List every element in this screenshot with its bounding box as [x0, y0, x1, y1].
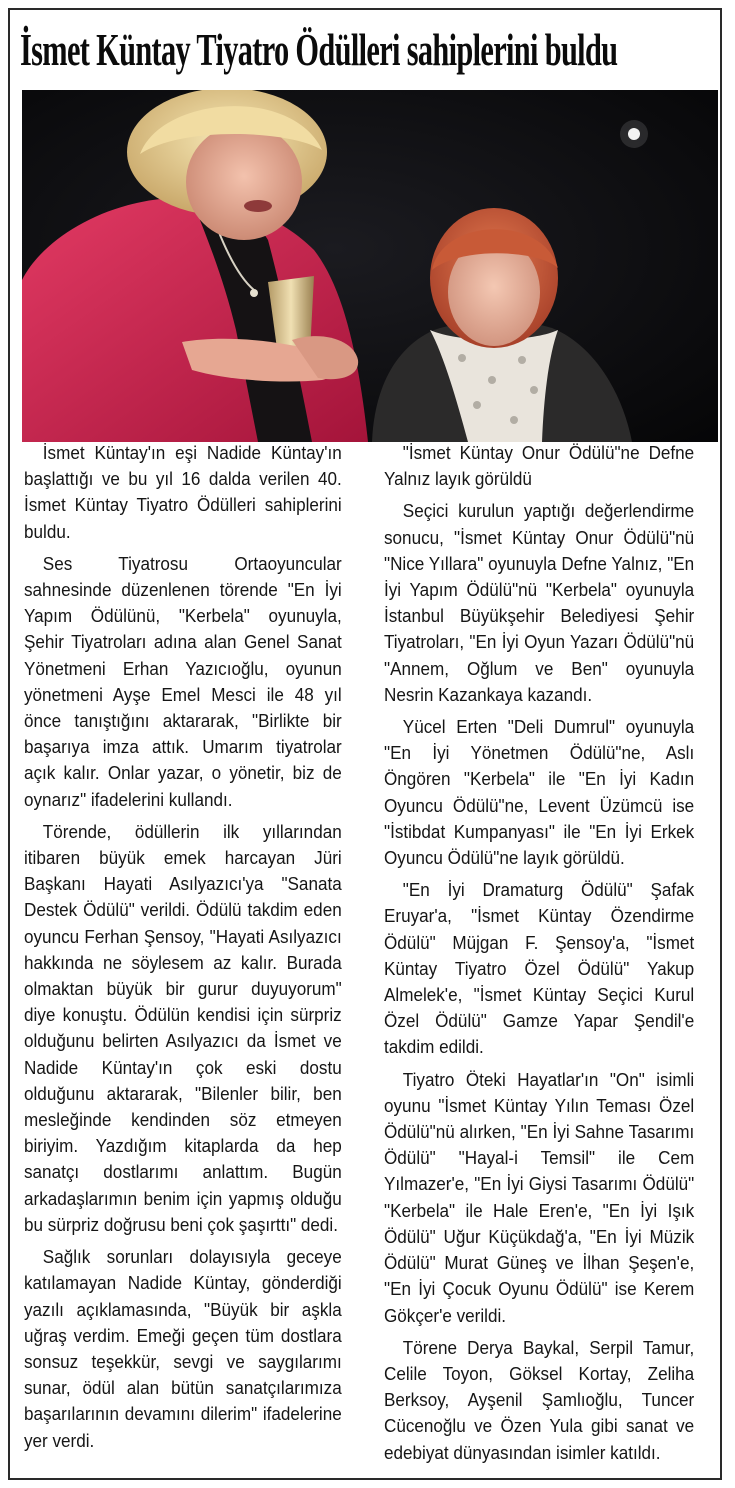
- article-headline: İsmet Küntay Tiyatro Ödülleri sahiplerini buldu: [20, 24, 618, 75]
- paragraph: Törene Derya Baykal, Serpil Tamur, Celile Toyon, Göksel Kortay, Zeliha Berksoy, Ayşenil Şamlıoğlu, Tuncer Cücenoğlu ve Özen Yula gibi sanat ve edebiyat dünyasından isimler katıldı.: [384, 1337, 695, 1463]
- article-column-right: [384, 440, 694, 1476]
- subheading: "İsmet Küntay Onur Ödülü"ne Defne Yalnız layık görüldü: [384, 443, 695, 490]
- paragraph: Yücel Erten "Deli Dumrul" oyunuyla "En İyi Yönetmen Ödülü"ne, Aslı Öngören "Kerbela" ile "En İyi Kadın Oyuncu Ödülü"ne, Levent Üzümcü ise "İstibdat Kumpanyası" ile "En İyi Erkek Oyuncu Ödülü"ne layık görüldü.: [384, 717, 695, 869]
- paragraph: "En İyi Dramaturg Ödülü" Şafak Eruyar'a, "İsmet Küntay Özendirme Ödülü" Müjgan F. Şensoy'a, "İsmet Küntay Tiyatro Özel Ödülü" Yakup Almelek'e, "İsmet Küntay Seçici Kurul Özel Ödülü" Gamze Yapar Şendil'e takdim edildi.: [384, 880, 695, 1058]
- article-photo: [22, 90, 718, 442]
- paragraph: Törende, ödüllerin ilk yıllarından itibaren büyük emek harcayan Jüri Başkanı Hayati Asılyazıcı'ya "Sanata Destek Ödülü" verildi. Ödülü takdim eden oyuncu Ferhan Şensoy, "Hayati Asılyazıcı hakkında ne söylesem az kalır. Burada olmaktan büyük bir gurur duyuyorum" diye konuştu. Ödülün kendisi için sürpriz olduğunu belirten Asılyazıcı da İsmet ve Nadide Küntay'ın çok eski dostu olduğunu aktararak, "Bilenler bilir, ben mesleğinde kendinden söz etmeyen biriyim. Yazdığım kitaplarda da hep sanatçı dostlarımı anlattım. Bugün arkadaşlarımın benim için yapmış olduğu bu sürpriz doğrusu beni çok şaşırttı" dedi.: [24, 821, 342, 1235]
- paragraph: Seçici kurulun yaptığı değerlendirme sonucu, "İsmet Küntay Onur Ödülü"nü "Nice Yıllara" oyunuyla Defne Yalnız, "En İyi Yapım Ödülü"nü "Kerbela" oyunuyla İstanbul Büyükşehir Belediyesi Şehir Tiyatroları, "En İyi Oyun Yazarı Ödülü"nü "Annem, Oğlum ve Ben" oyunuyla Nesrin Kazankaya kazandı.: [384, 501, 695, 705]
- paragraph: Tiyatro Öteki Hayatlar'ın "On" isimli oyunu "İsmet Küntay Yılın Teması Özel Ödülü"nü alırken, "En İyi Sahne Tasarımı Ödülü" "Hayal-i Temsil" ile Cem Yılmazer'e, "En İyi Giysi Tasarımı Ödülü" "Kerbela" ile Hale Eren'e, "En İyi Işık Ödülü" Uğur Küçükdağ'a, "En İyi Müzik Ödülü" Murat Güneş ve İlhan Şeşen'e, "En İyi Çocuk Oyunu Ödülü" ise Kerem Gökçer'e verildi.: [384, 1069, 695, 1326]
- article-column-left: [24, 440, 342, 1476]
- award-ceremony-photo: [22, 90, 718, 442]
- article-body: [24, 440, 714, 1476]
- paragraph: Sağlık sorunları dolayısıyla geceye katılamayan Nadide Küntay, gönderdiği yazılı açıklamasında, "Büyük bir aşkla uğraş verdim. Emeği geçen tüm dostlara sonsuz teşekkür, sevgi ve saygılarımı sunar, ödül alan bütün sanatçılarımıza başarılarının devamını dilerim" ifadelerine yer verdi.: [24, 1247, 342, 1451]
- newspaper-clipping: [8, 8, 722, 1480]
- paragraph: İsmet Küntay'ın eşi Nadide Küntay'ın başlattığı ve bu yıl 16 dalda verilen 40. İsmet Küntay Tiyatro Ödülleri sahiplerini buldu.: [24, 443, 342, 542]
- paragraph: Ses Tiyatrosu Ortaoyuncular sahnesinde düzenlenen törende "En İyi Yapım Ödülünü, "Kerbela" oyunuyla, Şehir Tiyatroları adına alan Genel Sanat Yönetmeni Erhan Yazıcıoğlu, oyunun yönetmeni Ayşe Emel Mesci ile 48 yıl önce tanıştığını aktararak, "Birlikte bir başarıya imza attık. Umarım tiyatrolar açık kalır. Onlar yazar, o yönetir, biz de oynarız" ifadelerini kullandı.: [24, 553, 342, 810]
